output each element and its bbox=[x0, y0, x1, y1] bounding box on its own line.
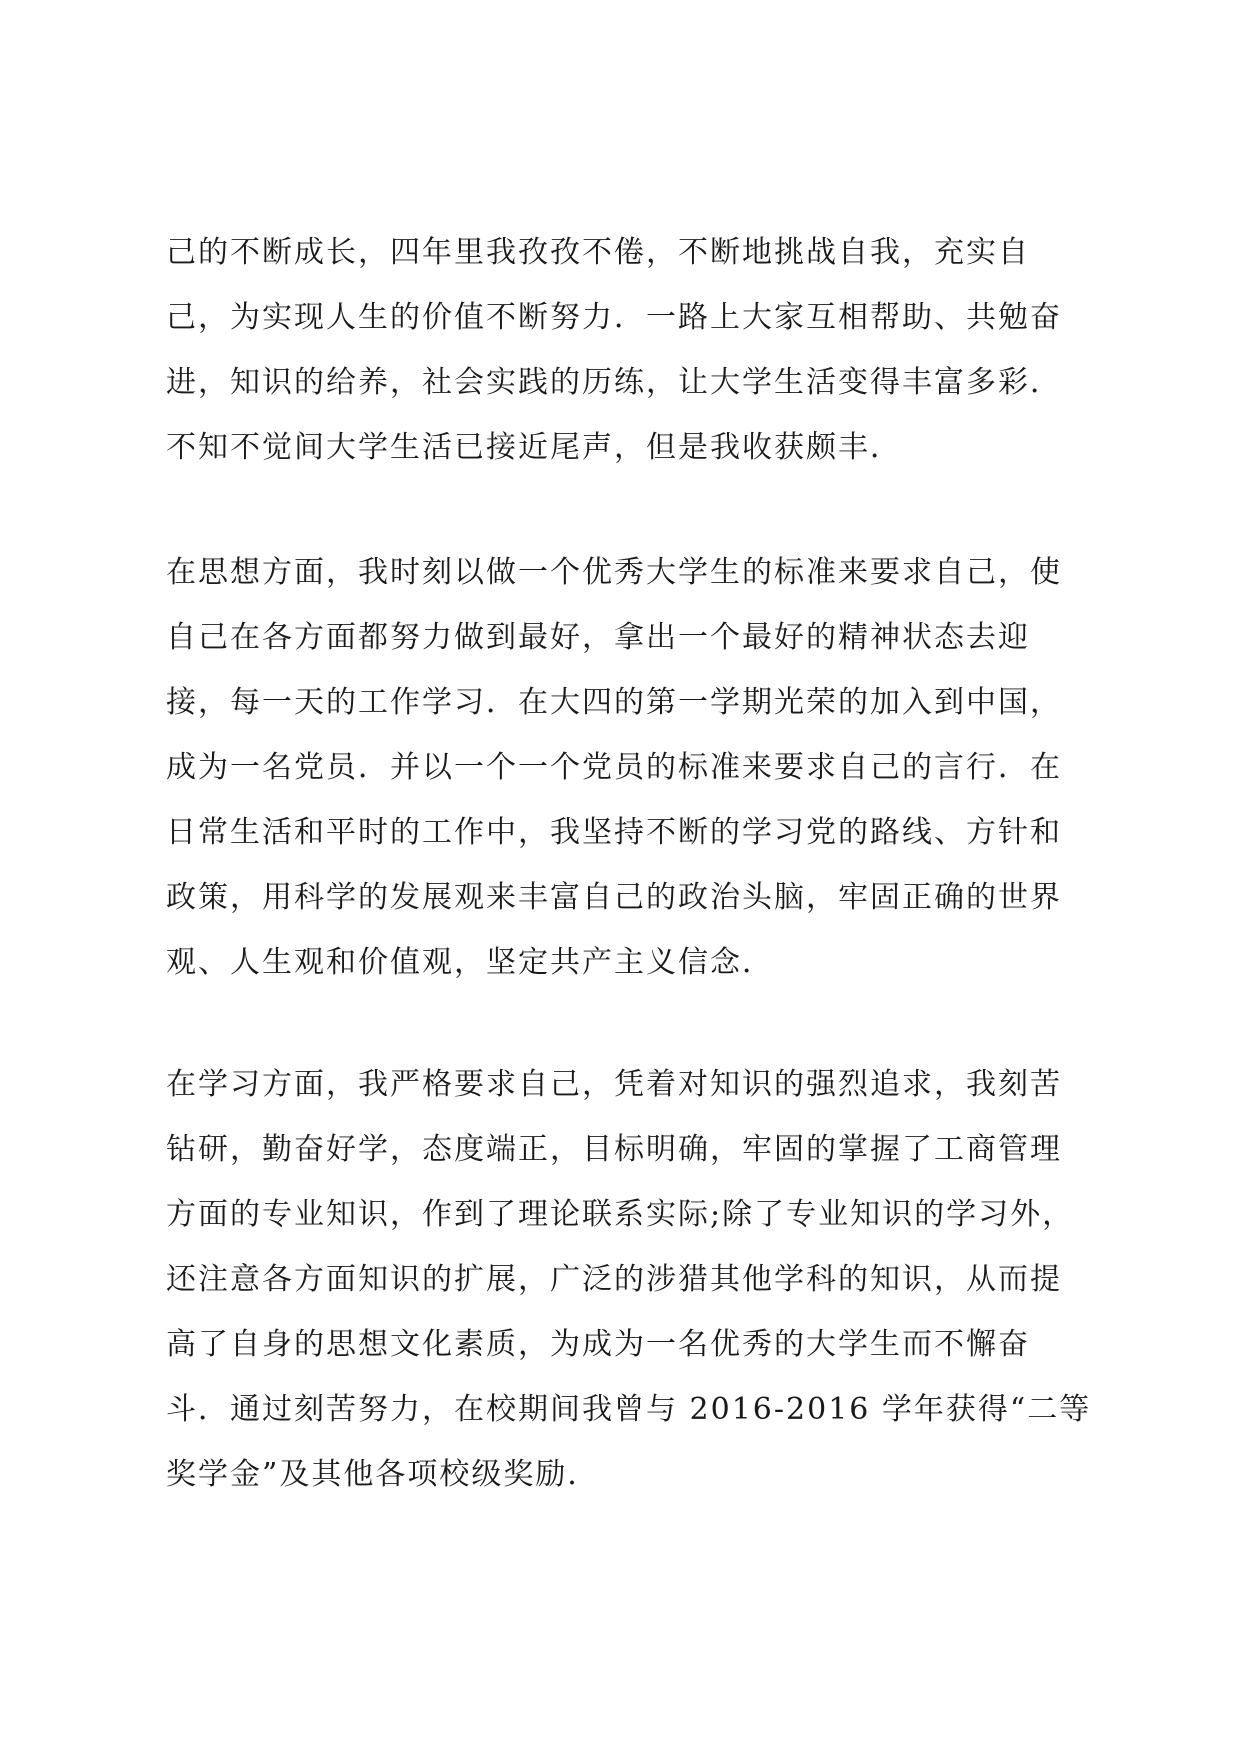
paragraph-line: 进，知识的给养，社会实践的历练，让大学生活变得丰富多彩． bbox=[166, 365, 1062, 400]
paragraph-line: 接，每一天的工作学习．在大四的第一学期光荣的加入到中国， bbox=[166, 685, 1062, 720]
paragraph-line: 在思想方面，我时刻以做一个优秀大学生的标准来要求自己，使 bbox=[166, 555, 1062, 590]
paragraph-growth bbox=[166, 220, 1096, 480]
paragraph-study bbox=[166, 1052, 1096, 1507]
paragraph-line: 奖学金”及其他各项校级奖励． bbox=[166, 1457, 600, 1492]
paragraph-line: 方面的专业知识，作到了理论联系实际;除了专业知识的学习外， bbox=[166, 1197, 1075, 1232]
paragraph-ideology bbox=[166, 540, 1096, 995]
paragraph-line: 日常生活和平时的工作中，我坚持不断的学习党的路线、方针和 bbox=[166, 815, 1062, 850]
paragraph-line: 还注意各方面知识的扩展，广泛的涉猎其他学科的知识，从而提 bbox=[166, 1262, 1062, 1297]
paragraph-line: 斗．通过刻苦努力，在校期间我曾与 2016-2016 学年获得“二等 bbox=[166, 1392, 1092, 1427]
paragraph-line: 自己在各方面都努力做到最好，拿出一个最好的精神状态去迎 bbox=[166, 620, 1030, 655]
paragraph-line: 成为一名党员．并以一个一个党员的标准来要求自己的言行．在 bbox=[166, 750, 1062, 785]
paragraph-line: 政策，用科学的发展观来丰富自己的政治头脑，牢固正确的世界 bbox=[166, 880, 1062, 915]
paragraph-line: 观、人生观和价值观，坚定共产主义信念． bbox=[166, 945, 774, 980]
paragraph-line: 不知不觉间大学生活已接近尾声，但是我收获颇丰． bbox=[166, 430, 902, 465]
paragraph-line: 己的不断成长，四年里我孜孜不倦，不断地挑战自我，充实自 bbox=[166, 235, 1030, 270]
paragraph-line: 钻研，勤奋好学，态度端正，目标明确，牢固的掌握了工商管理 bbox=[166, 1132, 1062, 1167]
paragraph-line: 在学习方面，我严格要求自己，凭着对知识的强烈追求，我刻苦 bbox=[166, 1067, 1062, 1102]
paragraph-line: 高了自身的思想文化素质，为成为一名优秀的大学生而不懈奋 bbox=[166, 1327, 1030, 1362]
paragraph-line: 己，为实现人生的价值不断努力．一路上大家互相帮助、共勉奋 bbox=[166, 300, 1062, 335]
